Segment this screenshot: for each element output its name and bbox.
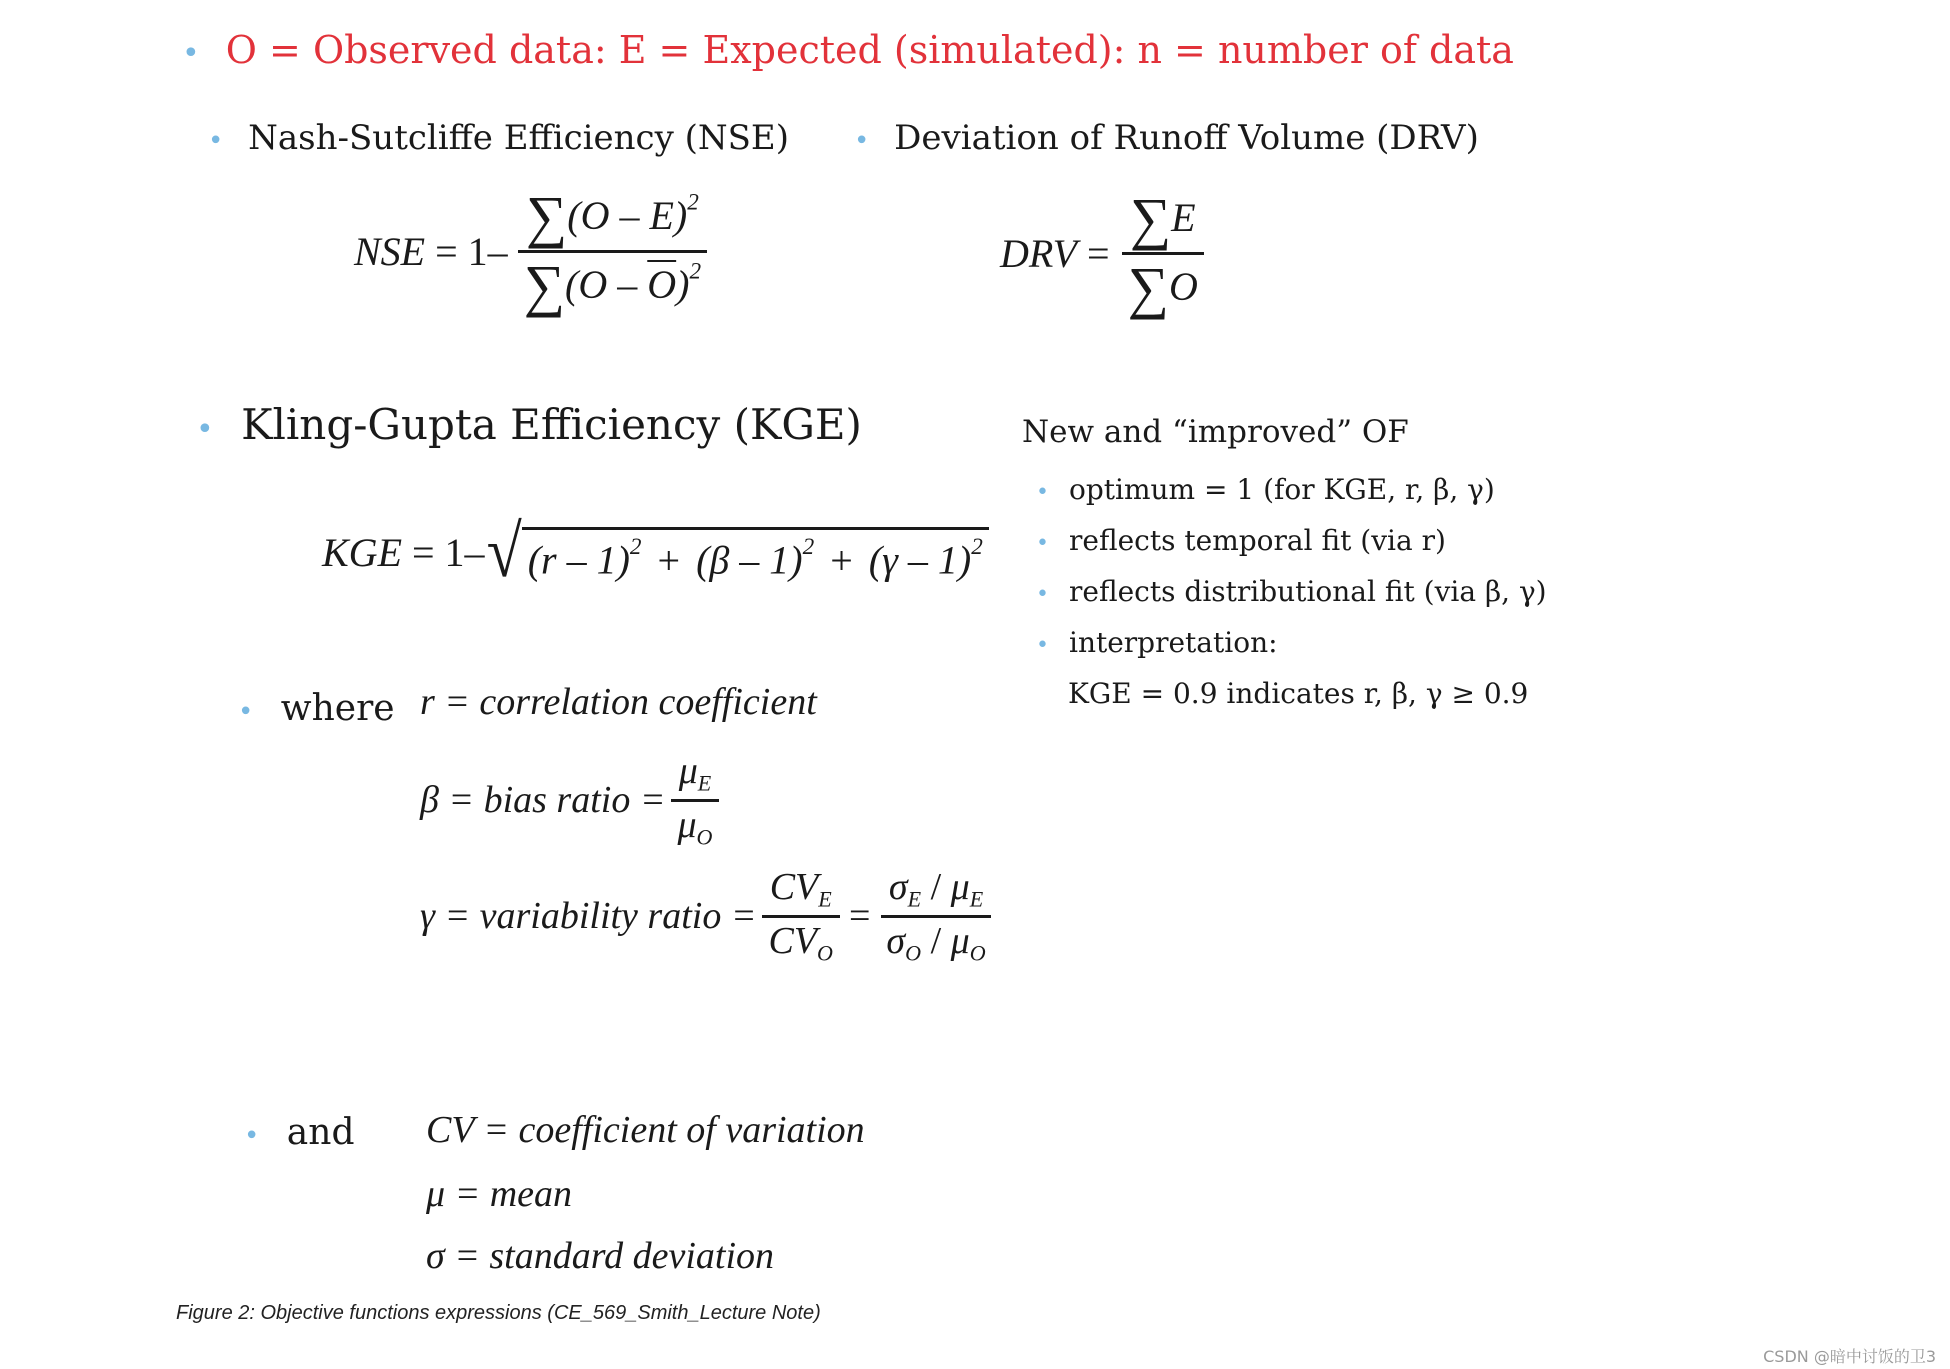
- sigma-symbol: σ: [886, 919, 906, 962]
- beta-fraction: [669, 752, 720, 849]
- bullet-icon: •: [208, 126, 224, 156]
- drv-title: Deviation of Runoff Volume (DRV): [894, 118, 1479, 158]
- nse-num-body: (O – E): [567, 193, 688, 239]
- nse-obar: $\overline{O}$: [647, 262, 677, 308]
- bullet-icon: •: [244, 1121, 260, 1151]
- beta-denominator: [669, 802, 720, 849]
- gamma-lhs: γ = variability ratio =: [420, 895, 757, 938]
- new-of-item-text: interpretation:: [1068, 626, 1278, 659]
- new-of-list: [1036, 466, 1547, 718]
- drv-fraction: [1120, 186, 1206, 320]
- nse-fraction: [516, 184, 709, 318]
- kge-radicand: [522, 527, 989, 584]
- nse-formula: [354, 184, 713, 318]
- new-of-item-text: reflects distributional fit (via β, γ): [1068, 575, 1547, 608]
- header-line: [182, 28, 1514, 72]
- beta-lhs: β = bias ratio =: [420, 779, 666, 822]
- new-of-item-text: reflects temporal fit (via r): [1068, 524, 1446, 557]
- mu-symbol: μ: [950, 919, 970, 962]
- nse-title-line: [208, 118, 789, 158]
- bullet-icon: •: [1036, 582, 1049, 607]
- kge-lhs: KGE: [322, 529, 402, 575]
- kge-term-r: (r – 1): [527, 538, 630, 583]
- gamma-definition: [420, 868, 998, 965]
- nse-title: Nash-Sutcliffe Efficiency (NSE): [248, 118, 789, 158]
- nse-numerator: [518, 184, 707, 253]
- sum-symbol: ∑: [525, 184, 568, 249]
- slash: /: [930, 919, 942, 962]
- kge-title: Kling-Gupta Efficiency (KGE): [241, 400, 862, 449]
- kge-formula: [322, 510, 989, 593]
- drv-den: O: [1168, 264, 1198, 310]
- beta-numerator: [671, 752, 720, 802]
- nse-lhs: NSE: [354, 229, 426, 274]
- sub-e: E: [907, 886, 922, 912]
- bullet-icon: •: [238, 697, 254, 727]
- nse-den-close: ): [676, 262, 690, 308]
- drv-title-line: [854, 118, 1479, 158]
- gamma-sigma-denominator: [878, 918, 993, 965]
- drv-numerator: [1122, 186, 1204, 255]
- kge-plus-1: +: [657, 538, 681, 583]
- kge-term-beta: (β – 1): [696, 538, 803, 583]
- watermark: CSDN @暗中讨饭的卫3: [1763, 1347, 1936, 1366]
- new-of-item: [1036, 568, 1547, 619]
- kge-exp-2: 2: [802, 534, 815, 561]
- radical-icon: √: [486, 510, 522, 593]
- drv-eq: =: [1087, 231, 1110, 276]
- nse-den-body: (O –: [565, 262, 648, 308]
- drv-num: E: [1171, 195, 1196, 241]
- new-of-interpretation: KGE = 0.9 indicates r, β, γ ≥ 0.9: [1068, 677, 1529, 710]
- and-label: and: [286, 1112, 355, 1153]
- sub-e: E: [697, 770, 712, 796]
- kge-plus-2: +: [830, 538, 853, 583]
- gamma-sigma-fraction: [878, 868, 993, 965]
- where-label-line: [238, 688, 395, 729]
- figure-caption: Figure 2: Objective functions expressions (CE_569_Smith_Lecture Note): [176, 1302, 821, 1324]
- mu-symbol: μ: [677, 803, 697, 846]
- mu-definition: μ = mean: [426, 1173, 573, 1215]
- new-of-item-text: optimum = 1 (for KGE, r, β, γ): [1068, 473, 1495, 506]
- bullet-icon: •: [182, 36, 200, 71]
- sum-symbol: ∑: [1129, 186, 1172, 251]
- sub-o: O: [905, 940, 922, 966]
- gamma-eq: =: [848, 895, 871, 938]
- mu-symbol: μ: [950, 866, 970, 908]
- gamma-sigma-numerator: [881, 868, 991, 918]
- nse-den-exponent: 2: [689, 258, 702, 285]
- new-of-item: [1036, 619, 1547, 670]
- kge-sqrt: [486, 510, 989, 593]
- nse-denominator: [516, 253, 709, 318]
- nse-num-exponent: 2: [687, 189, 699, 216]
- and-label-line: [244, 1112, 355, 1153]
- bullet-icon: •: [1036, 480, 1049, 505]
- bullet-icon: •: [1036, 633, 1049, 658]
- sub-e: E: [969, 886, 984, 912]
- sum-symbol: ∑: [523, 253, 566, 318]
- kge-term-gamma: (γ – 1): [868, 538, 972, 583]
- where-label: where: [280, 688, 395, 729]
- gamma-cv-denominator: [760, 918, 840, 965]
- gamma-cv-fraction: [760, 868, 840, 965]
- cv-symbol: CV: [768, 919, 818, 962]
- kge-exp-3: 2: [971, 534, 983, 561]
- mu-symbol: μ: [678, 750, 698, 792]
- sigma-definition: σ = standard deviation: [426, 1235, 775, 1277]
- gamma-cv-numerator: [762, 868, 840, 918]
- kge-exp-1: 2: [629, 534, 642, 561]
- bullet-icon: •: [854, 126, 870, 156]
- sigma-symbol: σ: [888, 866, 908, 908]
- r-definition: r = correlation coefficient: [420, 681, 817, 723]
- cv-definition: CV = coefficient of variation: [426, 1109, 865, 1151]
- sub-o: O: [969, 940, 986, 966]
- new-of-item: [1036, 466, 1547, 517]
- new-of-item: [1036, 517, 1547, 568]
- kge-title-line: [196, 400, 862, 449]
- bullet-icon: •: [1036, 531, 1049, 556]
- slash: /: [930, 866, 942, 908]
- drv-formula: [1000, 186, 1210, 320]
- sub-e: E: [818, 886, 832, 912]
- sub-o: O: [817, 940, 833, 966]
- sum-symbol: ∑: [1127, 255, 1169, 320]
- cv-symbol: CV: [769, 866, 819, 908]
- bullet-icon: •: [196, 412, 214, 447]
- new-of-heading: New and “improved” OF: [1022, 414, 1409, 450]
- observed-expected-definition: O = Observed data: E = Expected (simulated): n = number of data: [225, 28, 1514, 72]
- drv-lhs: DRV: [1000, 231, 1078, 276]
- beta-definition: [420, 752, 724, 849]
- drv-denominator: [1120, 255, 1206, 320]
- nse-eq-one: = 1–: [435, 229, 508, 274]
- sub-o: O: [696, 824, 713, 850]
- kge-eq-one: = 1–: [412, 529, 485, 575]
